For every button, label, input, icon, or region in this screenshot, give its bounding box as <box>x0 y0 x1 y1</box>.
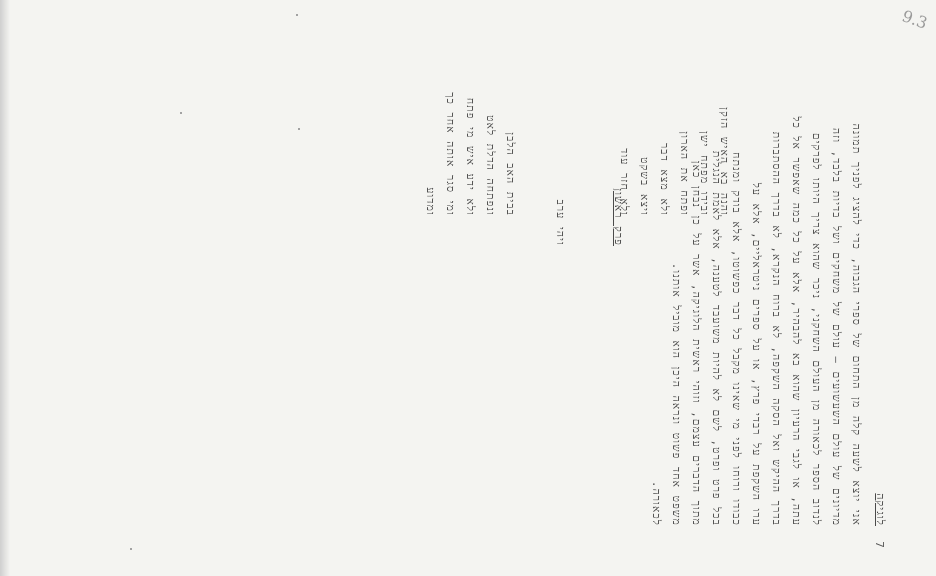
pencil-corner-mark: 9.3 <box>899 6 930 33</box>
verse-line: ויצא בשקט <box>638 157 650 216</box>
paper-speck <box>296 14 298 16</box>
section-heading: לוגיקה <box>874 493 886 526</box>
centre-note: ויהי ערב <box>554 199 566 246</box>
verse-line: ובידו מפתח ישן <box>698 131 710 216</box>
prose-line: מתוך הדברים עצמם, וזוהי ראשית הלוגיקה, אשר על כן נבחן כאן <box>690 160 702 526</box>
page-number: 7 <box>872 541 886 548</box>
verse-line: ופתח את הארון <box>678 131 690 216</box>
verse-line: ולא חזר עוד <box>618 148 630 216</box>
verse-line: ומדוע <box>424 187 436 216</box>
page-edge-shadow <box>0 0 10 576</box>
prose-line: עתה, או לגבי הרעיון שהוא בא להבהיר, אלא על כל כמה שאפשר אל כל <box>790 116 802 526</box>
verse-line: בבית האב הלבן <box>504 132 516 216</box>
verse-line: ולא ידע איש מי פתח <box>464 97 476 216</box>
prose-line: בכל פרט ופרט, לשם לא להיות משועבד לטענה, אלא לאמת הנגלית <box>710 150 722 526</box>
prose-line: לנדוב הספר לכאורה מן העולם השחקני, ניכר שהוא צריך היותו לפרקים <box>810 132 822 526</box>
verse-line: ולא מצא דבר <box>658 142 670 216</box>
prose-line: לכאורה. <box>650 481 662 526</box>
prose-line: ערו השקפת על רבדי פרץ, או על ספרים ניטראליים, אלא על <box>750 182 762 526</box>
paper-speck <box>298 128 300 130</box>
verse-line: והנה בא האיש הזקן <box>718 107 730 216</box>
prose-line: בדרך ההיקש ואל הסקה השקפה, לא ברוח הנקרא, לא בדרך ההסתברות <box>770 131 782 526</box>
rotated-typewritten-sheet <box>20 10 916 566</box>
verse-line: ונפתחה הדלת לאט <box>484 115 496 216</box>
paper-speck <box>130 548 132 550</box>
prose-line: מדיונים של עולם השעשועים – עולם של משחקים ושל בדיות בלבד, וזה <box>830 128 842 526</box>
prose-line: כבודו ורוחו לפני מי שאינו מקבל כל דבר כפשוטו, אלא בודק ומנתח <box>730 152 742 526</box>
prose-line: אני יוצא לשעה קלה מן התחום של ספרי הגבוה, כדי להציג לפניך תמונה <box>850 123 862 526</box>
prose-line: משפט אחד פשוט ונראה היכן הוא מוביל אותנו. <box>670 262 682 526</box>
paper-speck <box>180 112 182 114</box>
verse-line: ומי סגר אותה אחר כך <box>444 92 456 216</box>
centre-heading: פרק ראשון <box>612 188 624 246</box>
